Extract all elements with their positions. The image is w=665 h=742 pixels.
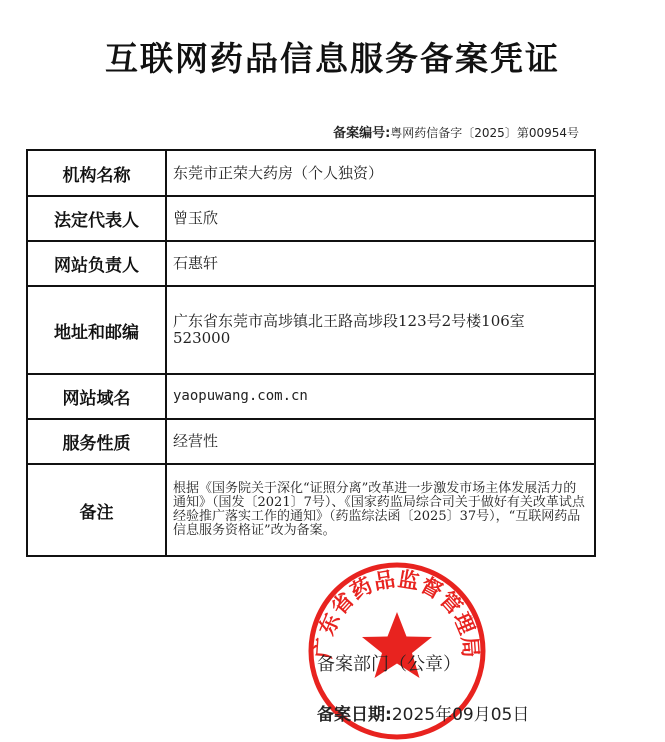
table-row <box>27 419 595 464</box>
row-label-remarks: 备注 <box>27 464 166 556</box>
record-number <box>333 122 579 141</box>
site-manager-value: 石惠轩 <box>166 241 595 286</box>
filing-date-value: 2025年09月05日 <box>391 705 530 725</box>
address-value: 广东省东莞市高埗镇北王路高埗段123号2号楼106室 <box>173 312 525 330</box>
row-label-address: 地址和邮编 <box>27 286 166 374</box>
row-label-org-name: 机构名称 <box>27 150 166 196</box>
filing-date <box>317 700 529 725</box>
table-row <box>27 241 595 286</box>
remarks-value: 根据《国务院关于深化“证照分离”改革进一步激发市场主体发展活力的通知》（国发〔2021〕7号）、《国家药监局综合司关于做好有关改革试点经验推广落实工作的通知》（药监综法函〔2025〕37号），“互联网药品信息服务资格证”改为备案。 <box>166 464 595 556</box>
table-row <box>27 150 595 196</box>
row-label-domain: 网站域名 <box>27 374 166 419</box>
row-label-legal-rep: 法定代表人 <box>27 196 166 241</box>
org-name-value: 东莞市正荣大药房（个人独资） <box>166 150 595 196</box>
row-label-service-type: 服务性质 <box>27 419 166 464</box>
table-row <box>27 286 595 374</box>
filing-date-label: 备案日期: <box>317 705 392 725</box>
table-row <box>27 196 595 241</box>
legal-rep-value: 曾玉欣 <box>166 196 595 241</box>
record-number-value: 粤网药信备字〔2025〕第00954号 <box>390 126 579 140</box>
row-label-site-manager: 网站负责人 <box>27 241 166 286</box>
address-cell <box>166 286 595 374</box>
filing-department: 备案部门（公章） <box>317 654 461 675</box>
postcode-value: 523000 <box>173 329 231 347</box>
seal-arc-text: 广东省药品监督管理局 <box>311 566 483 660</box>
certificate-table <box>26 149 596 557</box>
table-row <box>27 464 595 556</box>
domain-value: yaopuwang.com.cn <box>166 374 595 419</box>
service-type-value: 经营性 <box>166 419 595 464</box>
table-row <box>27 374 595 419</box>
record-number-label: 备案编号: <box>333 126 391 141</box>
page-title: 互联网药品信息服务备案凭证 <box>105 39 560 78</box>
